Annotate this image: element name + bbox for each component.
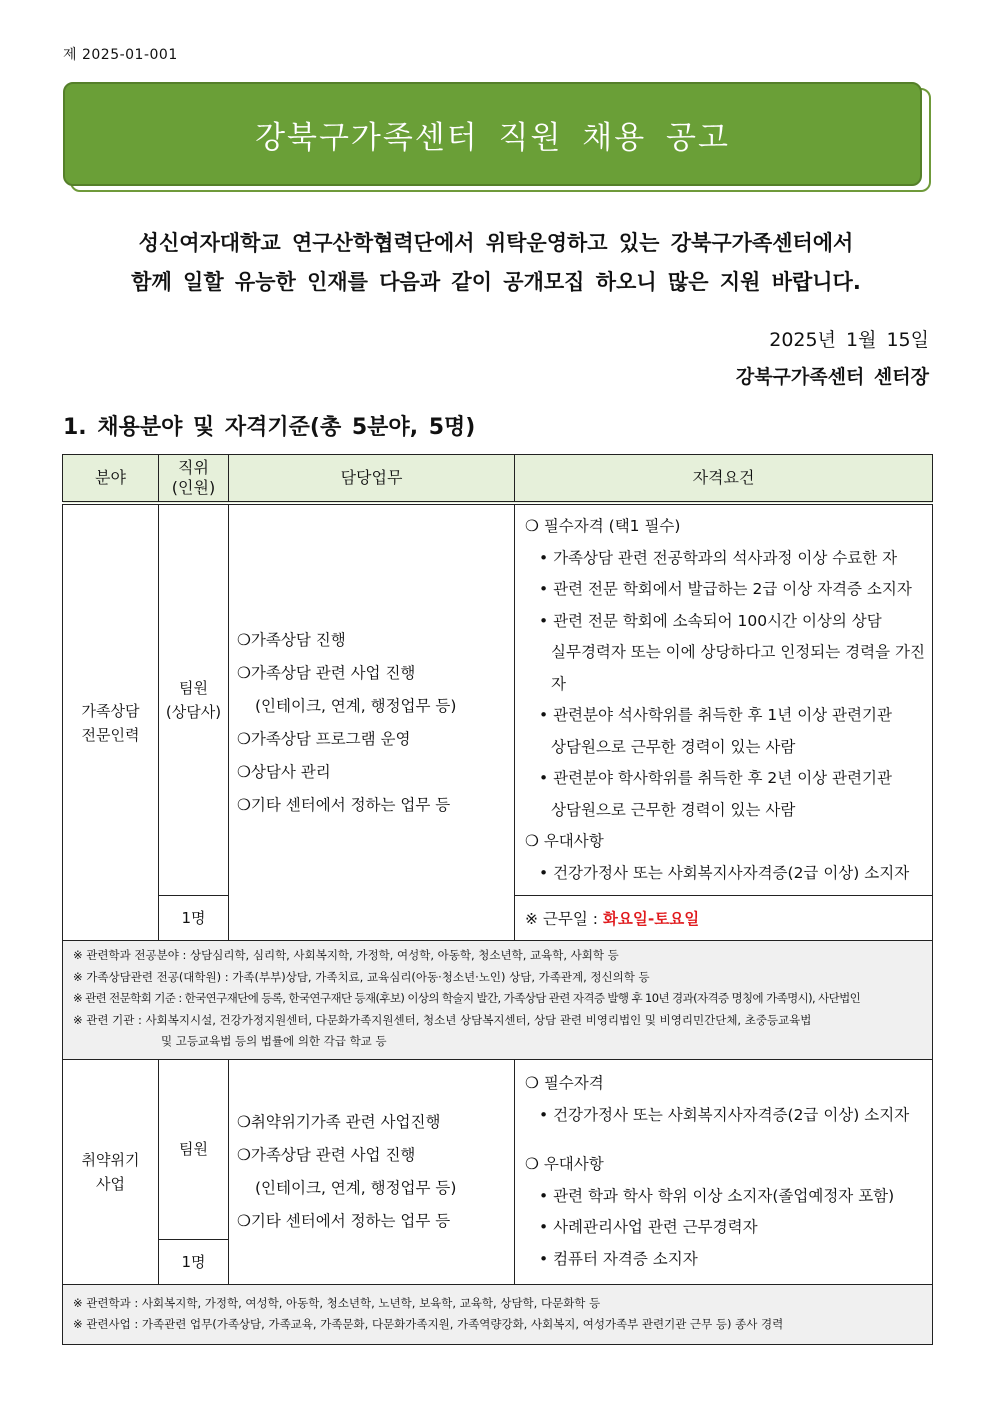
field-line-2: 사업 <box>96 1174 125 1193</box>
workday-value: 화요일-토요일 <box>602 910 700 928</box>
required-item: • 관련 전문 학회에서 발급하는 2급 이상 자격증 소지자 <box>539 580 912 598</box>
workday-label: ※ 근무일 : <box>525 910 603 928</box>
duty-item: ❍상담사 관리 <box>237 762 331 781</box>
required-item-cont: 실무경력자 또는 이에 상당하다고 인정되는 경력을 가진 자 <box>551 643 925 693</box>
position-cell <box>159 503 229 896</box>
signature: 강북구가족센터 센터장 <box>735 366 929 388</box>
workday-cell <box>515 896 933 941</box>
title-banner <box>63 82 922 186</box>
position-cell: 팀원 <box>159 1059 229 1239</box>
header-duties: 담당업무 <box>229 455 515 504</box>
duty-item: ❍가족상담 관련 사업 진행 <box>237 663 416 682</box>
recruitment-table <box>62 454 933 1345</box>
required-item-cont: 상담원으로 근무한 경력이 있는 사람 <box>551 800 796 819</box>
field-line-2: 전문인력 <box>81 725 140 744</box>
page-title: 강북구가족센터 직원 채용 공고 <box>255 119 730 156</box>
section-1-title: 1. 채용분야 및 자격기준(총 5분야, 5명) <box>63 415 476 440</box>
note-line: ※ 관련사업 : 가족관련 업무(가족상담, 가족교육, 가족문화, 다문화가족지원, 가족역량강화, 사회복지, 여성가족부 관련기관 근무 등) 종사 경력 <box>73 1317 784 1331</box>
duties-cell <box>229 503 515 941</box>
notes-cell <box>63 941 933 1060</box>
duty-item: (인테이크, 연계, 행정업무 등) <box>255 696 457 715</box>
intro-line-2: 함께 일할 유능한 인재를 다음과 같이 공개모집 하오니 많은 지원 바랍니다. <box>131 270 861 294</box>
notes-row <box>63 941 933 1060</box>
preferred-heading: ❍ 우대사항 <box>525 832 604 850</box>
duty-item: ❍기타 센터에서 정하는 업무 등 <box>237 795 451 814</box>
qualifications-cell <box>515 1059 933 1284</box>
table-row <box>63 1059 933 1239</box>
note-line: ※ 관련학과 : 사회복지학, 가정학, 여성학, 아동학, 청소년학, 노년학, 보육학, 교육학, 상담학, 다문화학 등 <box>73 1295 601 1310</box>
note-line-cont: 및 고등교육법 등의 법률에 의한 각급 학교 등 <box>161 1034 387 1048</box>
document-number: 제 2025-01-001 <box>63 47 178 63</box>
notes-cell <box>63 1284 933 1344</box>
duty-item: ❍가족상담 진행 <box>237 630 346 649</box>
notes-row <box>63 1284 933 1344</box>
duty-item: (인테이크, 연계, 행정업무 등) <box>255 1178 457 1197</box>
field-line-1: 가족상담 <box>81 701 140 720</box>
duties-cell <box>229 1059 515 1284</box>
duty-item: ❍가족상담 프로그램 운영 <box>237 729 411 748</box>
header-field: 분야 <box>63 455 159 504</box>
qualifications-cell <box>515 503 933 896</box>
preferred-item: • 건강가정사 또는 사회복지사자격증(2급 이상) 소지자 <box>539 863 910 882</box>
header-position-line-2: (인원) <box>171 478 216 497</box>
header-position <box>159 455 229 504</box>
note-line: ※ 가족상담관련 전공(대학원) : 가족(부부)상담, 가족치료, 교육심리(아동·청소년·노인) 상담, 가족관계, 정신의학 등 <box>73 969 650 984</box>
field-cell <box>63 1059 159 1284</box>
intro-line-1: 성신여자대학교 연구산학협력단에서 위탁운영하고 있는 강북구가족센터에서 <box>138 231 854 255</box>
duty-item: ❍기타 센터에서 정하는 업무 등 <box>237 1211 451 1230</box>
preferred-item: • 컴퓨터 자격증 소지자 <box>539 1249 698 1268</box>
position-line-2: (상담사) <box>165 703 222 721</box>
field-line-1: 취약위기 <box>81 1150 140 1169</box>
table-header-row <box>63 455 933 504</box>
position-line-1: 팀원 <box>179 679 208 697</box>
required-item: • 관련 전문 학회에 소속되어 100시간 이상의 상담 <box>539 611 882 630</box>
duty-item: ❍가족상담 관련 사업 진행 <box>237 1145 416 1164</box>
preferred-item: • 관련 학과 학사 학위 이상 소지자(졸업예정자 포함) <box>539 1186 895 1205</box>
note-line: ※ 관련 기관 : 사회복지시설, 건강가정지원센터, 다문화가족지원센터, 청소년 상담복지센터, 상담 관련 비영리법인 및 비영리민간단체, 초중등교육법 <box>73 1012 812 1027</box>
field-cell <box>63 503 159 941</box>
required-item-cont: 상담원으로 근무한 경력이 있는 사람 <box>551 737 796 756</box>
table-row <box>63 503 933 896</box>
required-heading: ❍ 필수자격 <box>525 1074 604 1092</box>
announcement-date: 2025년 1월 15일 <box>769 329 929 351</box>
header-position-line-1: 직위 <box>178 458 209 477</box>
preferred-item: • 사례관리사업 관련 근무경력자 <box>539 1218 758 1236</box>
note-line: ※ 관련 전문학회 기준 : 한국연구재단에 등록, 한국연구재단 등재(후보) 이상의 학술지 발간, 가족상담 관련 자격증 발행 후 10년 경과(자격증 명칭에 가족명시), 사단법인 <box>73 991 861 1005</box>
preferred-heading: ❍ 우대사항 <box>525 1155 604 1173</box>
required-item: • 건강가정사 또는 사회복지사자격증(2급 이상) 소지자 <box>539 1105 910 1124</box>
spacer <box>525 1131 928 1149</box>
required-item: • 가족상담 관련 전공학과의 석사과정 이상 수료한 자 <box>539 548 898 567</box>
headcount-cell: 1명 <box>159 1239 229 1284</box>
required-heading: ❍ 필수자격 (택1 필수) <box>525 517 681 535</box>
duty-item: ❍취약위기가족 관련 사업진행 <box>237 1112 441 1131</box>
header-qualifications: 자격요건 <box>515 455 933 504</box>
required-item: • 관련분야 학사학위를 취득한 후 2년 이상 관련기관 <box>539 769 892 787</box>
note-line: ※ 관련학과 전공분야 : 상담심리학, 심리학, 사회복지학, 가정학, 여성학, 아동학, 청소년학, 교육학, 사회학 등 <box>73 948 619 962</box>
required-item: • 관련분야 석사학위를 취득한 후 1년 이상 관련기관 <box>539 706 892 724</box>
headcount-cell: 1명 <box>159 896 229 941</box>
